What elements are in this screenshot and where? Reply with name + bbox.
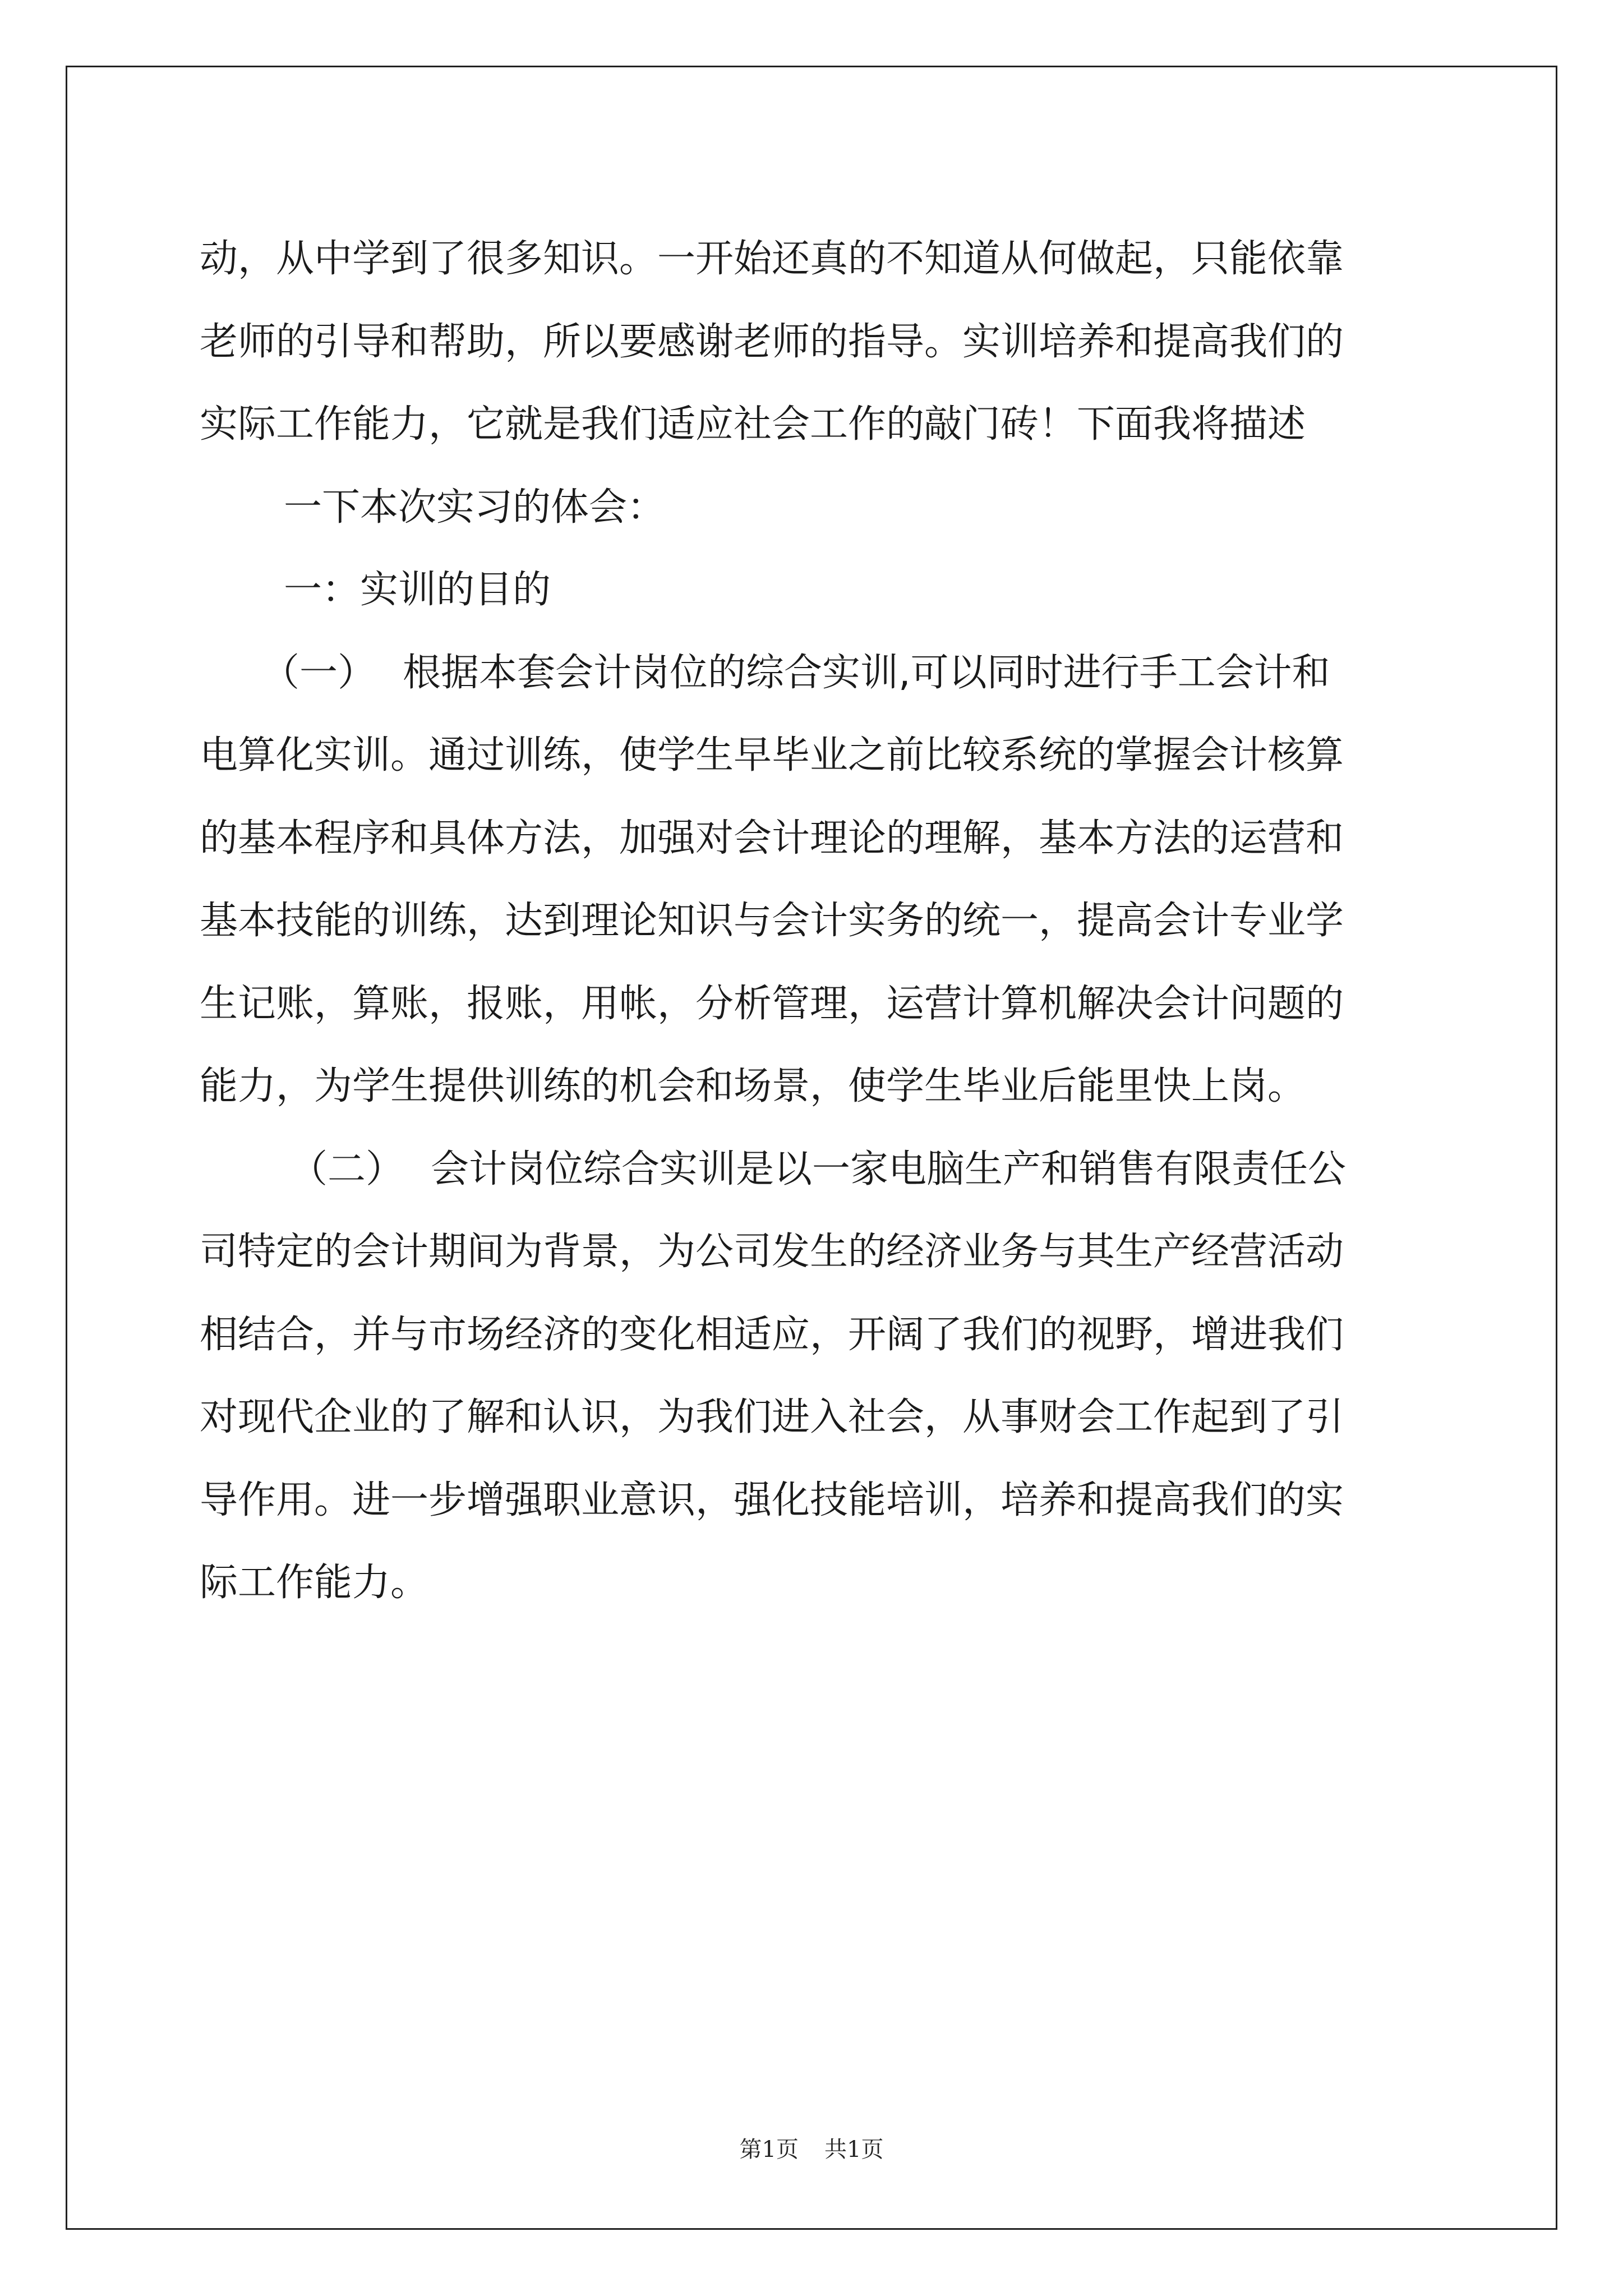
text-line: 相结合，并与市场经济的变化相适应，开阔了我们的视野，增进我们 bbox=[200, 1312, 1344, 1357]
text-line: 电算化实训。通过训练，使学生早毕业之前比较系统的掌握会计核算 bbox=[200, 733, 1344, 777]
text-line: 司特定的会计期间为背景，为公司发生的经济业务与其生产经营活动 bbox=[200, 1230, 1344, 1274]
text-line: 生记账，算账，报账，用帐，分析管理，运营计算机解决会计问题的 bbox=[200, 981, 1344, 1026]
text-line: 基本技能的训练，达到理论知识与会计实务的统一，提高会计专业学 bbox=[200, 899, 1344, 943]
text-line: 动，从中学到了很多知识。一开始还真的不知道从何做起，只能依靠 bbox=[200, 237, 1344, 281]
text-line: 一下本次实习的体会： bbox=[284, 485, 666, 530]
paragraph-1-text: 根据本套会计岗位的综合实训,可以同时进行手工会计和 bbox=[403, 650, 1330, 695]
text-line: 老师的引导和帮助，所以要感谢老师的指导。实训培养和提高我们的 bbox=[200, 319, 1344, 364]
text-line: 导作用。进一步增强职业意识，强化技能培训，培养和提高我们的实 bbox=[200, 1478, 1344, 1522]
page-number-total: 共1页 bbox=[824, 2137, 884, 2162]
text-line: 的基本程序和具体方法，加强对会计理论的理解，基本方法的运营和 bbox=[200, 816, 1344, 861]
paragraph-1-label: （一） bbox=[261, 650, 376, 695]
page-number-current: 第1页 bbox=[739, 2137, 799, 2162]
text-line: 能力，为学生提供训练的机会和场景，使学生毕业后能里快上岗。 bbox=[200, 1064, 1306, 1108]
paragraph-1-first-line bbox=[200, 632, 1433, 715]
text-line: 际工作能力。 bbox=[200, 1561, 429, 1605]
text-line: 对现代企业的了解和认识，为我们进入社会，从事财会工作起到了引 bbox=[200, 1395, 1344, 1439]
paragraph-2-text: 会计岗位综合实训是以一家电脑生产和销售有限责任公 bbox=[431, 1147, 1347, 1191]
document-body bbox=[200, 218, 1433, 1625]
section-heading: 一：实训的目的 bbox=[284, 568, 551, 612]
paragraph-2-first-line bbox=[200, 1128, 1433, 1211]
text-line: 实际工作能力，它就是我们适应社会工作的敲门砖！下面我将描述 bbox=[200, 402, 1306, 447]
page-footer bbox=[0, 2132, 1623, 2164]
paragraph-2-label: （二） bbox=[289, 1147, 404, 1191]
